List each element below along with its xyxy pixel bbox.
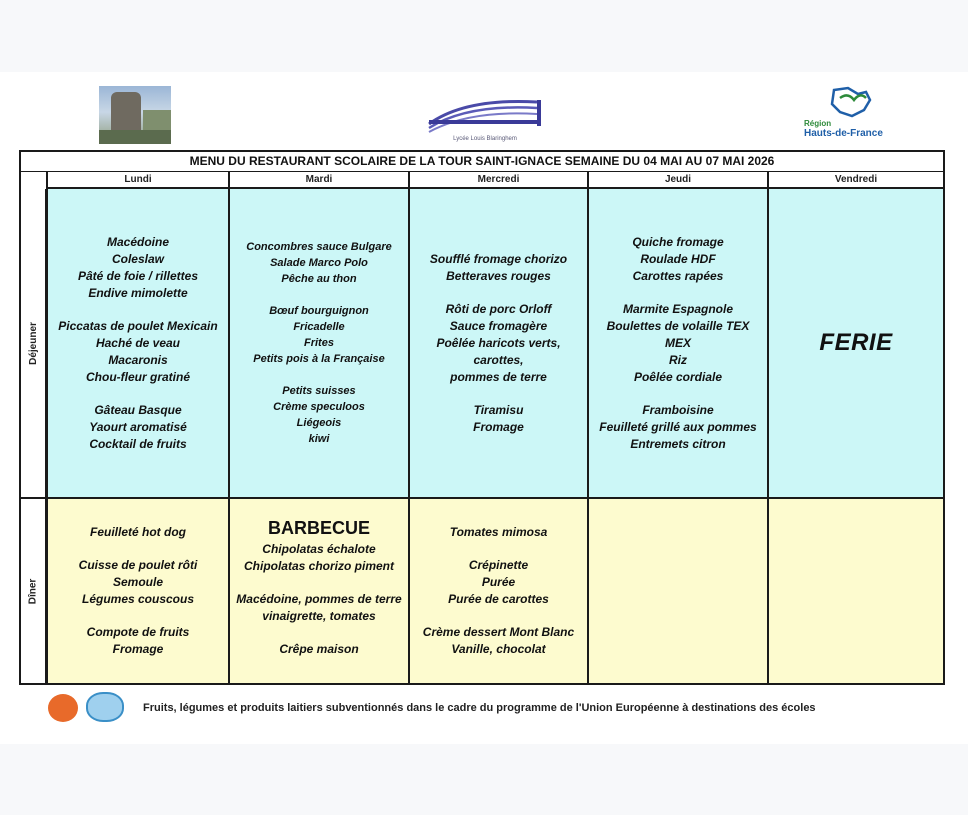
dish: Légumes couscous [81, 592, 195, 606]
day-header-mercredi: Mercredi [408, 172, 587, 187]
lunch-row [46, 189, 943, 499]
footer-note: Fruits, légumes et produits laitiers subventionnés dans le cadre du programme de l'Union Européenne à destinations des écoles [143, 702, 816, 714]
lunch-jeudi-desserts [599, 402, 756, 453]
barbecue-heading: BARBECUE [267, 517, 370, 538]
dish: Framboisine [642, 402, 714, 417]
dish: Gâteau Basque [94, 402, 182, 417]
lunch-vendredi [767, 189, 943, 497]
dish: Compote de fruits [86, 625, 190, 639]
lunch-mercredi-desserts [473, 402, 524, 436]
dish: Fromage [473, 419, 524, 434]
dish: Endive mimolette [88, 285, 188, 300]
dish: Vanille, chocolat [451, 642, 546, 656]
dinner-vendredi [767, 499, 943, 683]
lunch-label-cell [21, 189, 46, 499]
dish: Marmite Espagnole [622, 301, 734, 316]
day-header-lundi: Lundi [46, 172, 228, 187]
dish: Pâté de foie / rillettes [77, 268, 199, 283]
dish: Entremets citron [630, 436, 726, 451]
dish: Feuilleté grillé aux pommes [599, 419, 757, 434]
dish: Tomates mimosa [449, 525, 548, 539]
menu-title: MENU DU RESTAURANT SCOLAIRE DE LA TOUR SAINT-IGNACE SEMAINE DU 04 MAI AU 07 MAI 2026 [21, 152, 943, 172]
dish: Betteraves rouges [446, 268, 551, 283]
dish: Macédoine, pommes de terre [236, 591, 402, 606]
fruit-logo [48, 694, 78, 722]
lunch-lundi [46, 189, 228, 497]
tower-photo [99, 86, 171, 144]
dish: Liégeois [296, 417, 342, 429]
dish: Chou-fleur gratiné [86, 369, 190, 384]
dish: Salade Marco Polo [270, 257, 368, 269]
dish: Quiche fromage [632, 234, 724, 249]
dish: Frites [304, 337, 334, 349]
dish: Carottes rapées [632, 268, 724, 283]
milk-logo [86, 692, 124, 722]
dish: Bœuf bourguignon [269, 305, 369, 317]
dish: Tiramisu [473, 402, 524, 417]
lunch-jeudi [587, 189, 767, 497]
dish: Crêpe maison [279, 641, 359, 656]
dish: Pêche au thon [281, 273, 357, 285]
day-header-jeudi: Jeudi [587, 172, 767, 187]
lunch-jeudi-mains [593, 301, 763, 386]
dinner-mercredi-starters [450, 524, 548, 541]
dish: Cuisse de poulet rôti [78, 558, 198, 572]
dish: vinaigrette, tomates [262, 608, 376, 623]
dinner-mardi-sides [236, 591, 401, 625]
dish: Petits suisses [282, 385, 356, 397]
lycee-name: Lycée Louis Blaringhem [453, 136, 517, 142]
dish: Semoule [112, 575, 163, 589]
dinner-jeudi [587, 499, 767, 683]
lunch-lundi-mains [58, 318, 217, 386]
dish: Macaronis [108, 352, 168, 367]
dish: Chipolatas échalote [262, 541, 376, 556]
dish: Sauce fromagère [449, 318, 548, 333]
dish: Yaourt aromatisé [89, 419, 187, 434]
lunch-mercredi-starters [430, 251, 567, 285]
lunch-mardi [228, 189, 408, 497]
dinner-label: Dîner [27, 578, 39, 604]
lunch-mercredi [408, 189, 587, 497]
dish: Riz [669, 352, 687, 367]
dinner-label-cell [21, 499, 46, 683]
day-header-row [46, 172, 943, 189]
dish: Boulettes de volaille TEX MEX [606, 318, 750, 350]
menu-table [19, 150, 945, 685]
dinner-lundi [46, 499, 228, 683]
dish: Purée de carottes [448, 592, 549, 606]
dish: Poêlée haricots verts, carottes, [436, 335, 561, 367]
dish: Soufflé fromage chorizo [429, 251, 568, 266]
dish: Piccatas de poulet Mexicain [58, 318, 218, 333]
dinner-mercredi [408, 499, 587, 683]
day-header-mardi: Mardi [228, 172, 408, 187]
day-header-vendredi: Vendredi [767, 172, 943, 187]
lycee-logo [425, 94, 545, 144]
lunch-lundi-starters [78, 234, 198, 302]
dish: Fromage [112, 642, 164, 656]
dish: kiwi [308, 433, 330, 445]
region-logo [800, 86, 905, 142]
dish: pommes de terre [450, 369, 547, 384]
dinner-row [46, 499, 943, 683]
dinner-lundi-mains [79, 557, 198, 608]
lunch-jeudi-starters [632, 234, 723, 285]
dish: Feuilleté hot dog [90, 525, 186, 539]
menu-page [0, 72, 968, 744]
dish: Haché de veau [95, 335, 181, 350]
dinner-mardi-mains [244, 541, 394, 575]
holiday-label: FERIE [819, 329, 893, 356]
eu-program-logos [48, 690, 128, 724]
dish: Poêlée cordiale [633, 369, 723, 384]
dish: Purée [481, 575, 516, 589]
dinner-mercredi-mains [448, 557, 549, 608]
dinner-lundi-desserts [87, 624, 190, 658]
region-word: Région [804, 119, 832, 128]
dish: Chipolatas chorizo piment [243, 558, 394, 573]
dish: Crème speculoos [273, 401, 365, 413]
lunch-mardi-starters [246, 239, 392, 287]
dish: Concombres sauce Bulgare [246, 241, 392, 253]
dish: Petits pois à la Française [253, 353, 385, 365]
dish: Rôti de porc Orloff [445, 301, 552, 316]
dinner-mardi-desserts [279, 641, 358, 658]
dish: Fricadelle [293, 321, 345, 333]
dish: Macédoine [106, 234, 169, 249]
dish: Crépinette [468, 558, 529, 572]
dish: Coleslaw [111, 251, 164, 266]
dinner-mardi [228, 499, 408, 683]
dinner-mercredi-desserts [423, 624, 574, 658]
lunch-mercredi-mains [414, 301, 583, 386]
dish: Cocktail de fruits [89, 436, 187, 451]
lunch-mardi-desserts [273, 383, 365, 447]
lunch-lundi-desserts [89, 402, 187, 453]
lunch-mardi-mains [253, 303, 384, 367]
lunch-label: Déjeuner [27, 321, 39, 365]
region-name: Hauts-de-France [804, 128, 883, 139]
dish: Crème dessert Mont Blanc [422, 625, 575, 639]
dinner-lundi-starters [90, 524, 186, 541]
dish: Roulade HDF [640, 251, 716, 266]
